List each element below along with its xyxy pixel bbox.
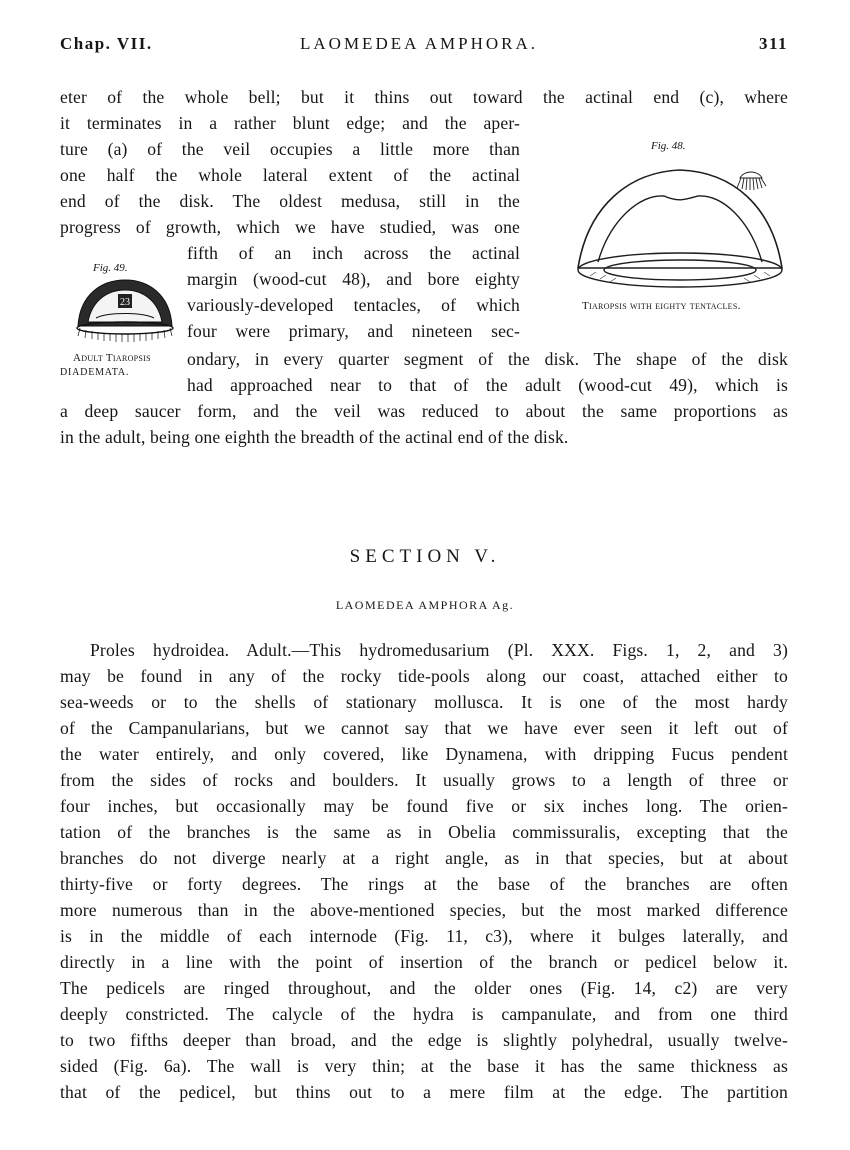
body-line: may be found in any of the rocky tide-pools along our coast, attached either to [60, 666, 788, 686]
body-line: that of the pedicel, but thins out to a mere film at the edge. The partition [60, 1082, 788, 1102]
fig49-medusa-illustration [72, 276, 178, 344]
body-line: of the Campanularians, but we cannot say that we have ever seen it left out of [60, 718, 788, 738]
body-line: tation of the branches is the same as in Obelia commissuralis, excepting that the [60, 822, 788, 842]
fig48-caption: Tiaropsis with eighty tentacles. [582, 300, 741, 312]
text-line: variously-developed tentacles, of which [187, 295, 520, 315]
svg-text:23: 23 [120, 297, 130, 308]
text-line: one half the whole lateral extent of the actinal [60, 165, 520, 185]
fig49-caption-line1: Adult Tiaropsis [73, 352, 151, 364]
body-line: deeply constricted. The calycle of the hydra is campanulate, and from one third [60, 1004, 788, 1024]
text-line: ondary, in every quarter segment of the disk. The shape of the disk [187, 349, 788, 369]
section-subheading: LAOMEDEA AMPHORA Ag. [335, 598, 515, 612]
text-line: it terminates in a rather blunt edge; and the aper- [60, 113, 520, 133]
body-line: The pedicels are ringed throughout, and the older ones (Fig. 14, c2) are very [60, 978, 788, 998]
fig48-medusa-illustration [560, 150, 800, 300]
body-line: Proles hydroidea. Adult.—This hydromedusarium (Pl. XXX. Figs. 1, 2, and 3) [90, 640, 788, 660]
text-line: progress of growth, which we have studied, was one [60, 217, 520, 237]
text-line: end of the disk. The oldest medusa, still in the [60, 191, 520, 211]
text-line: fifth of an inch across the actinal [187, 243, 520, 263]
body-line: more numerous than in the above-mentioned species, but the most marked difference [60, 900, 788, 920]
body-line: to two fifths deeper than broad, and the edge is slightly polyhedral, usually twelve- [60, 1030, 788, 1050]
body-line: thirty-five or forty degrees. The rings at the base of the branches are often [60, 874, 788, 894]
text-line: had approached near to that of the adult (wood-cut 49), which is [187, 375, 788, 395]
running-title: LAOMEDEA AMPHORA. [300, 34, 539, 53]
body-line: directly in a line with the point of insertion of the branch or pedicel below it. [60, 952, 788, 972]
fig49-caption-line2: DIADEMATA. [60, 367, 130, 378]
body-line: from the sides of rocks and boulders. It usually grows to a length of three or [60, 770, 788, 790]
text-line: ture (a) of the veil occupies a little more than [60, 139, 520, 159]
text-line: in the adult, being one eighth the breadth of the actinal end of the disk. [60, 427, 569, 447]
text-line: eter of the whole bell; but it thins out toward the actinal end (c), where [60, 87, 788, 107]
text-line: a deep saucer form, and the veil was reduced to about the same proportions as [60, 401, 788, 421]
body-line: branches do not diverge nearly at a right angle, as in that species, but at about [60, 848, 788, 868]
page-number: 311 [759, 34, 789, 53]
body-line: sea-weeds or to the shells of stationary mollusca. It is one of the most hardy [60, 692, 788, 712]
body-line: four inches, but occasionally may be found five or six inches long. The orien- [60, 796, 788, 816]
text-line: four were primary, and nineteen sec- [187, 321, 520, 341]
fig48-label: Fig. 48. [651, 140, 686, 152]
section-heading: SECTION V. [349, 546, 501, 567]
body-line: sided (Fig. 6a). The wall is very thin; at the base it has the same thickness as [60, 1056, 788, 1076]
text-line: margin (wood-cut 48), and bore eighty [187, 269, 520, 289]
body-line: is in the middle of each internode (Fig. 11, c3), where it bulges laterally, and [60, 926, 788, 946]
fig49-label: Fig. 49. [93, 262, 128, 274]
body-line: the water entirely, and only covered, like Dynamena, with dripping Fucus pendent [60, 744, 788, 764]
chapter-header: Chap. VII. [60, 34, 153, 53]
